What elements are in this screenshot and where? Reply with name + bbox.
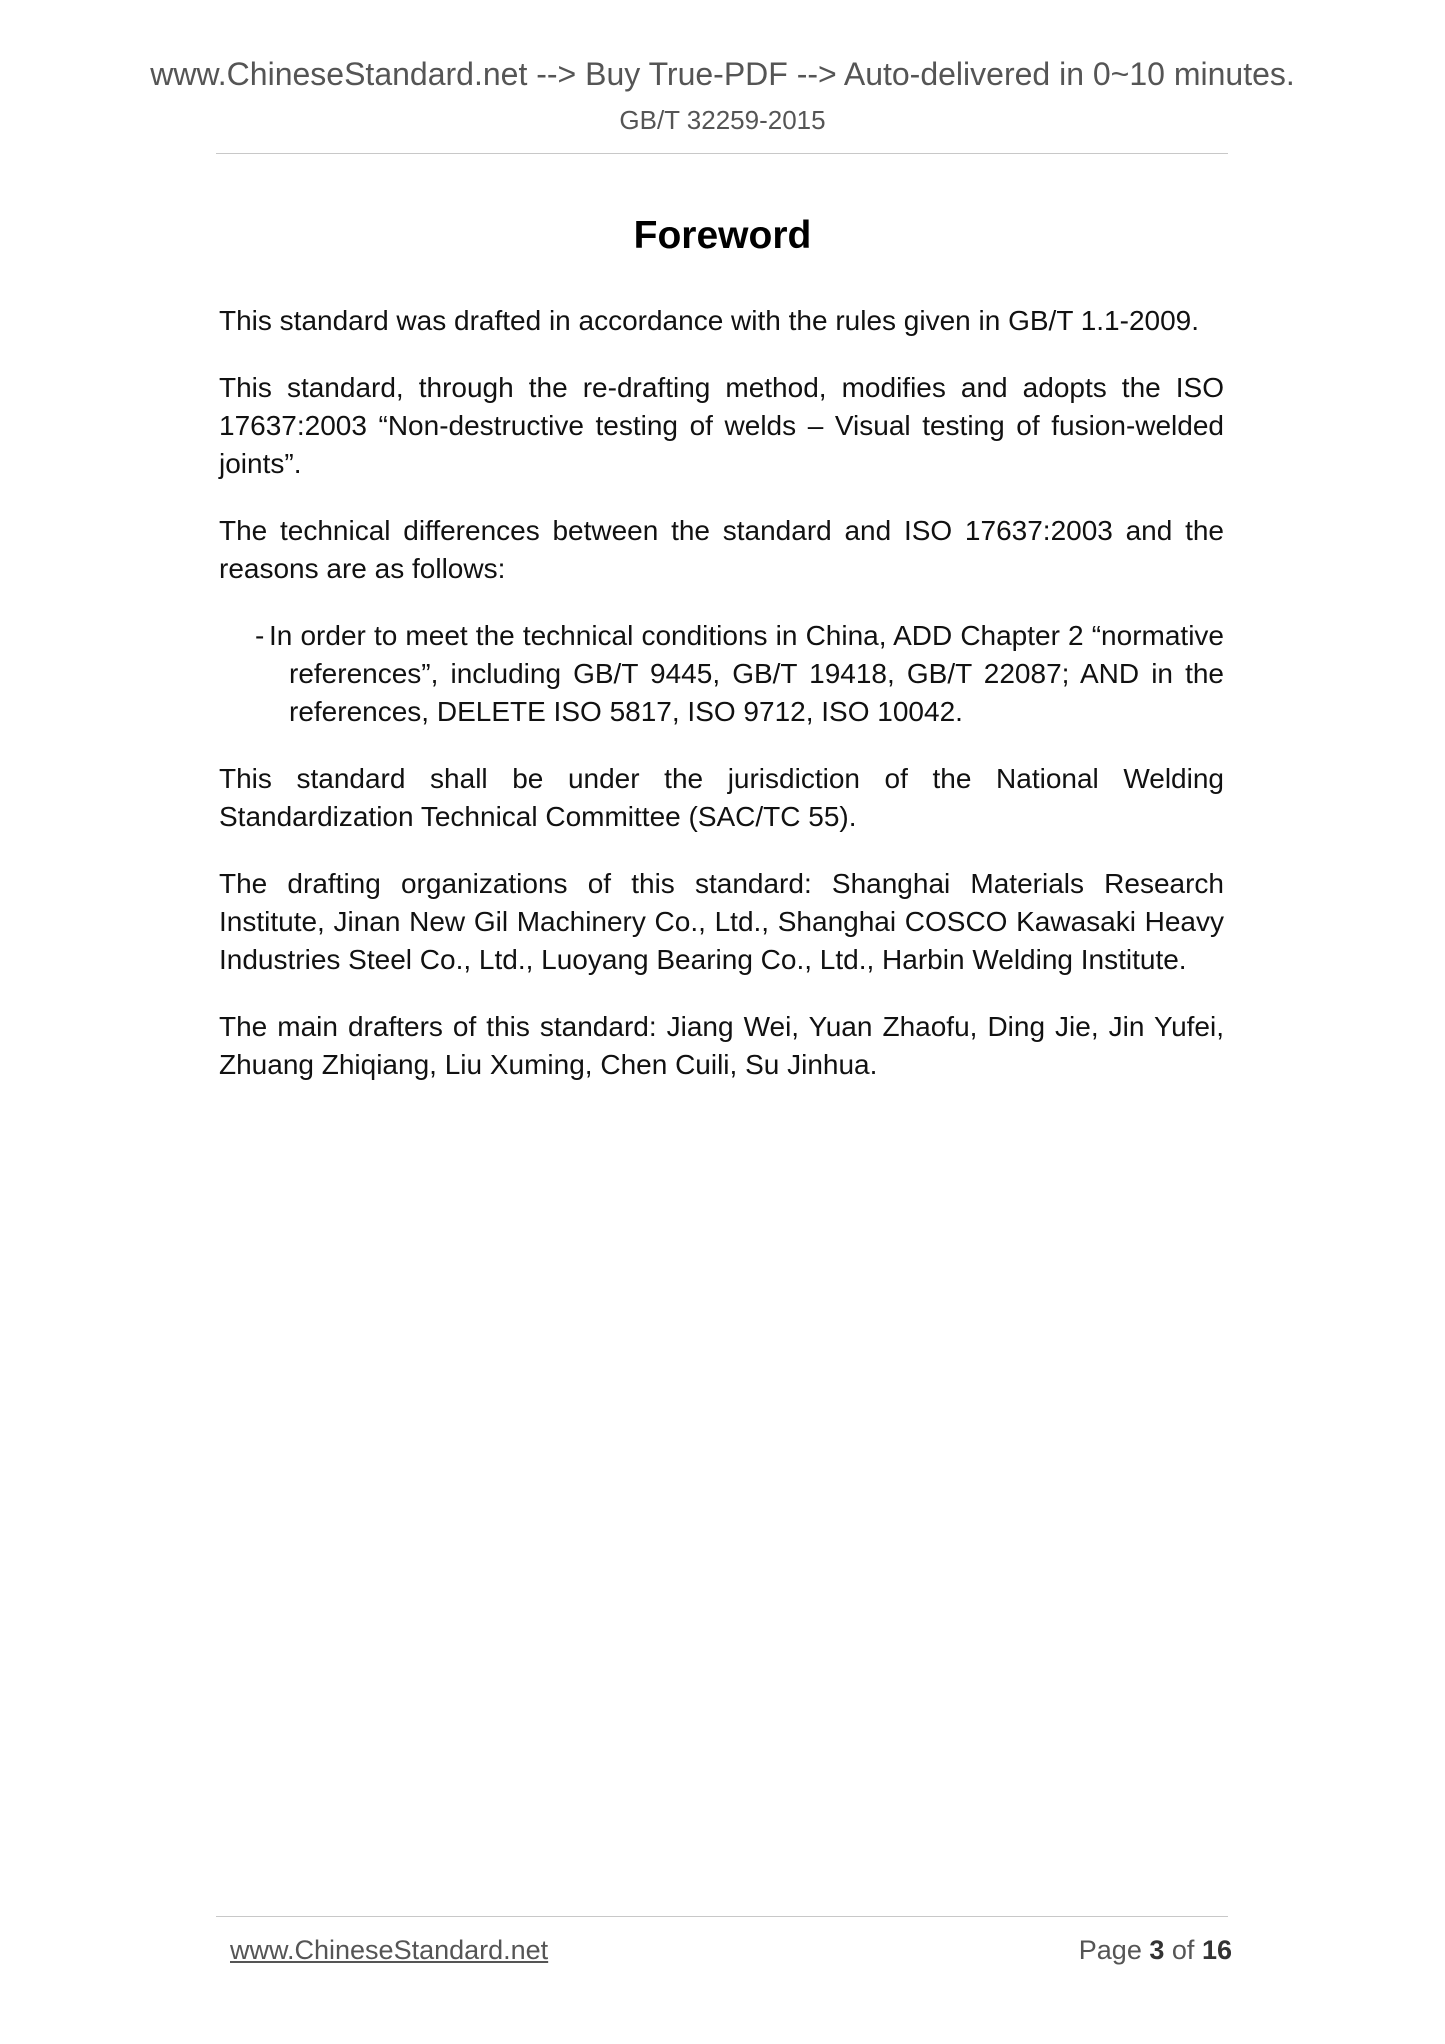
header-divider [216, 153, 1228, 154]
paragraph-jurisdiction: This standard shall be under the jurisdiction of the National Welding Standardization Technical Committee (SAC/TC 55). [219, 763, 1224, 832]
page-current: 3 [1149, 1935, 1165, 1965]
paragraph-main-drafters: The main drafters of this standard: Jiang Wei, Yuan Zhaofu, Ding Jie, Jin Yufei, Zhuang Zhiqiang, Liu Xuming, Chen Cuili, Su Jinhua. [219, 1011, 1224, 1080]
bullet-text: In order to meet the technical conditions in China, ADD Chapter 2 “normative references”, including GB/T 9445, GB/T 19418, GB/T 22087; AND in the references, DELETE ISO 5817, ISO 9712, ISO 10042. [269, 620, 1224, 727]
paragraph-drafting-rules: This standard was drafted in accordance with the rules given in GB/T 1.1-2009. [219, 305, 1200, 336]
paragraph-adoption-method: This standard, through the re-drafting method, modifies and adopts the ISO 17637:2003 “Non-destructive testing of welds – Visual testing of fusion-welded joints”. [219, 372, 1224, 479]
page-title: Foreword [633, 214, 812, 257]
page-label: Page [1078, 1935, 1142, 1965]
top-banner-text: www.ChineseStandard.net --> Buy True-PDF --> Auto-delivered in 0~10 minutes. [150, 56, 1295, 92]
page-total: 16 [1201, 1935, 1232, 1965]
paragraph-technical-differences: The technical differences between the standard and ISO 17637:2003 and the reasons are as follows: [219, 515, 1224, 584]
paragraph-drafting-organizations: The drafting organizations of this standard: Shanghai Materials Research Institute, Jinan New Gil Machinery Co., Ltd., Shanghai COSCO Kawasaki Heavy Industries Steel Co., Ltd., Luoyang Bearing Co., Ltd., Harbin Welding Institute. [219, 868, 1224, 975]
bullet-marker: - [255, 620, 265, 651]
document-code: GB/T 32259-2015 [619, 105, 826, 135]
foreword-body [219, 302, 1224, 1113]
footer-website-link[interactable]: www.ChineseStandard.net [230, 1935, 549, 1965]
page-number [1079, 1937, 1232, 1964]
footer-divider [216, 1916, 1228, 1917]
list-item [219, 617, 1224, 731]
page-of: of [1171, 1935, 1195, 1965]
